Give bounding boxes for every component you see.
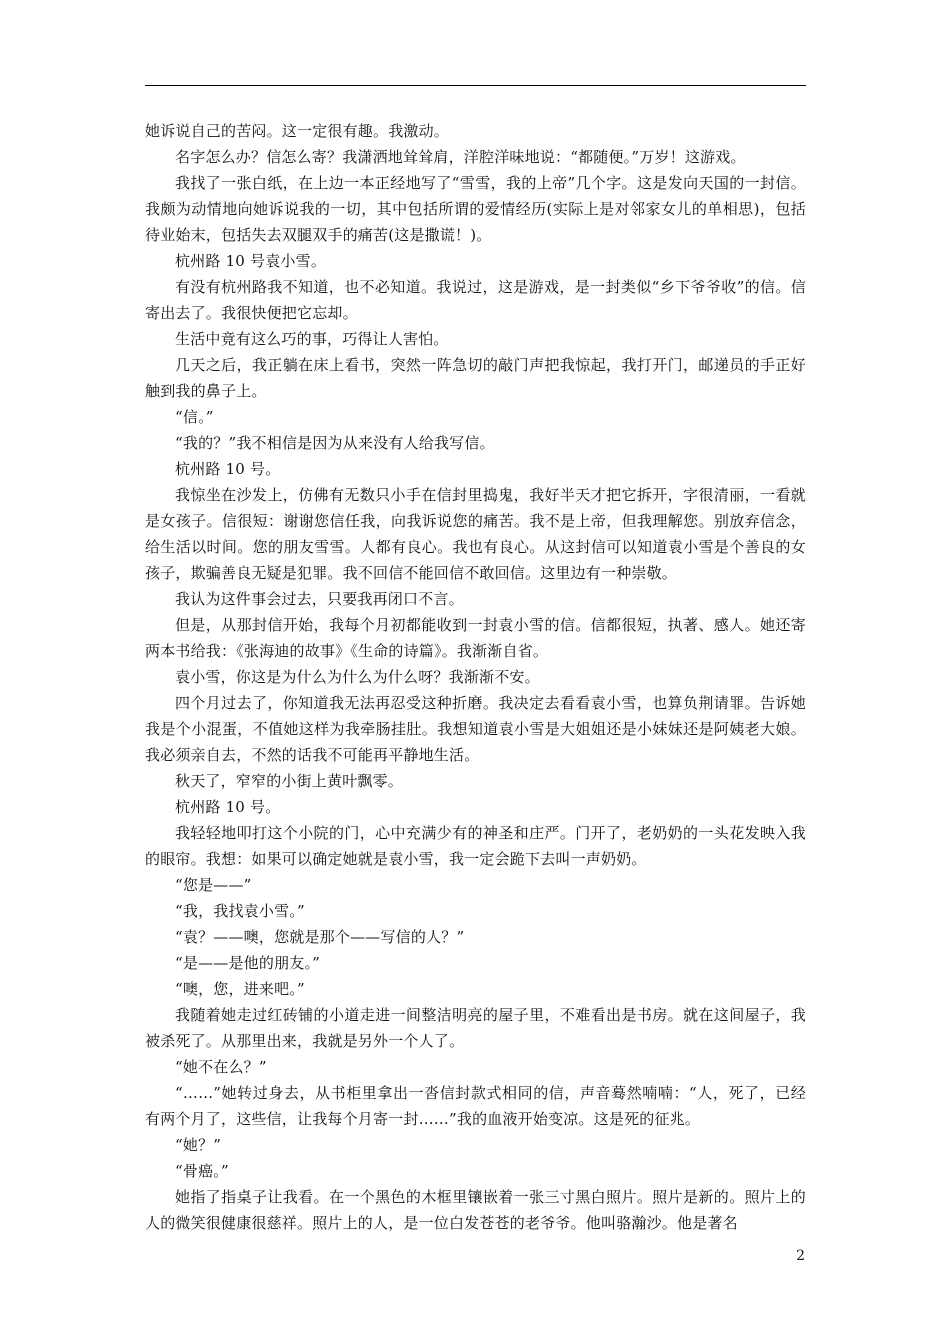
paragraph: 我随着她走过红砖铺的小道走进一间整洁明亮的屋子里，不难看出是书房。就在这间屋子，我被杀死了。从那里出来，我就是另外一个人了。 [145, 1006, 806, 1050]
paragraph: “她不在么？” [175, 1058, 267, 1076]
paragraph: 四个月过去了，你知道我无法再忍受这种折磨。我决定去看看袁小雪，也算负荆请罪。告诉她我是个小混蛋，不值她这样为我牵肠挂肚。我想知道袁小雪是大姐姐还是小妹妹还是阿姨老大娘。我必须亲自去，不然的话我不可能再平静地生活。 [145, 694, 806, 764]
paragraph: “您是——” [175, 876, 252, 894]
paragraph: 我认为这件事会过去，只要我再闭口不言。 [175, 590, 464, 608]
paragraph: “她？” [175, 1136, 222, 1154]
paragraph: “……”她转过身去，从书柜里拿出一沓信封款式相同的信，声音蓦然喃喃：“人，死了，已经有两个月了，这些信，让我每个月寄一封……”我的血液开始变凉。这是死的征兆。 [145, 1084, 806, 1128]
paragraph: 杭州路 10 号。 [175, 460, 281, 478]
paragraph: 杭州路 10 号。 [175, 798, 281, 816]
paragraph: 我轻轻地叩打这个小院的门，心中充满少有的神圣和庄严。门开了，老奶奶的一头花发映入我的眼帘。我想：如果可以确定她就是袁小雪，我一定会跪下去叫一声奶奶。 [145, 824, 806, 868]
paragraph: 杭州路 10 号袁小雪。 [175, 252, 327, 270]
paragraph: “骨癌。” [175, 1162, 229, 1180]
paragraph: 名字怎么办？信怎么寄？我潇洒地耸耸肩，洋腔洋味地说：“都随便。”万岁！这游戏。 [175, 148, 746, 166]
header-rule [145, 85, 806, 86]
paragraph: 有没有杭州路我不知道，也不必知道。我说过，这是游戏，是一封类似“乡下爷爷收”的信。信寄出去了。我很快便把它忘却。 [145, 278, 806, 322]
paragraph: 她诉说自己的苦闷。这一定很有趣。我激动。 [145, 122, 450, 140]
paragraph: 我惊坐在沙发上，仿佛有无数只小手在信封里捣鬼，我好半天才把它拆开，字很清丽，一看就是女孩子。信很短：谢谢您信任我，向我诉说您的痛苦。我不是上帝，但我理解您。别放弃信念，给生活以时间。您的朋友雪雪。人都有良心。我也有良心。从这封信可以知道袁小雪是个善良的女孩子，欺骗善良无疑是犯罪。我不回信不能回信不敢回信。这里边有一种崇敬。 [145, 486, 806, 582]
paragraph: 几天之后，我正躺在床上看书，突然一阵急切的敲门声把我惊起，我打开门，邮递员的手正好触到我的鼻子上。 [145, 356, 806, 400]
paragraph: 秋天了，窄窄的小街上黄叶飘零。 [175, 772, 404, 790]
paragraph: “我的？”我不相信是因为从来没有人给我写信。 [175, 434, 495, 452]
document-body [145, 118, 806, 1236]
paragraph: 她指了指桌子让我看。在一个黑色的木框里镶嵌着一张三寸黑白照片。照片是新的。照片上的人的微笑很健康很慈祥。照片上的人，是一位白发苍苍的老爷爷。他叫骆瀚沙。他是著名 [145, 1188, 806, 1232]
paragraph: 我找了一张白纸，在上边一本正经地写了“雪雪，我的上帝”几个字。这是发向天国的一封信。我颇为动情地向她诉说我的一切，其中包括所谓的爱情经历(实际上是对邻家女儿的单相思)，包括待业始末，包括失去双腿双手的痛苦(这是撒谎！)。 [145, 174, 806, 244]
paragraph: “我，我找袁小雪。” [175, 902, 305, 920]
paragraph: 袁小雪，你这是为什么为什么为什么呀？我渐渐不安。 [175, 668, 540, 686]
paragraph: 生活中竟有这么巧的事，巧得让人害怕。 [175, 330, 449, 348]
page-number: 2 [796, 1248, 805, 1264]
paragraph: “是——是他的朋友。” [175, 954, 321, 972]
paragraph: 但是，从那封信开始，我每个月初都能收到一封袁小雪的信。信都很短，执著、感人。她还寄两本书给我：《张海迪的故事》《生命的诗篇》。我渐渐自省。 [145, 616, 806, 660]
paragraph: “信。” [175, 408, 214, 426]
paragraph: “袁？——噢，您就是那个——写信的人？” [175, 928, 465, 946]
paragraph: “噢，您，进来吧。” [175, 980, 305, 998]
